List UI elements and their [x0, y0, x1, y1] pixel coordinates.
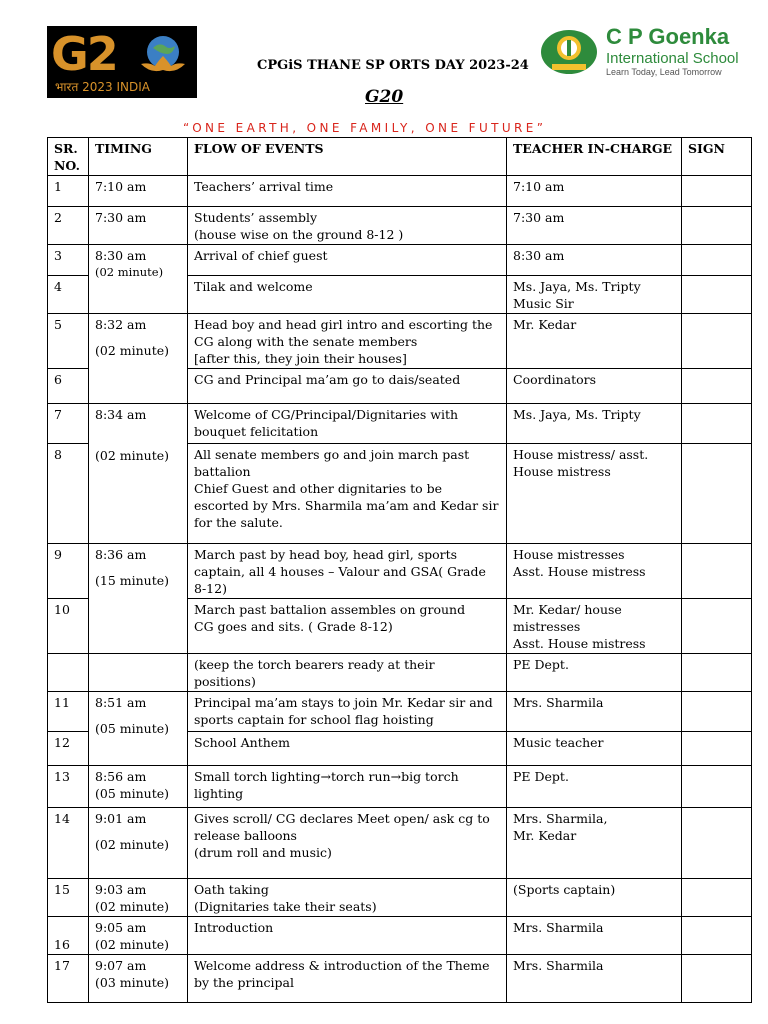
g20-logo-mark: G2 [51, 27, 117, 81]
sr-cell: 16 [48, 917, 89, 955]
teacher-cell: Ms. Jaya, Ms. Tripty Music Sir [507, 276, 682, 314]
time-cell [89, 766, 188, 808]
sr-cell: 3 [48, 245, 89, 276]
teacher-cell: Mrs. Sharmila [507, 692, 682, 732]
event-cell: Welcome of CG/Principal/Dignitaries with bouquet felicitation [188, 404, 507, 444]
duration-value: (15 minute) [95, 573, 170, 588]
time-cell [89, 314, 188, 404]
school-emblem-icon [538, 28, 600, 76]
teacher-cell: Mrs. Sharmila [507, 955, 682, 1003]
sr-cell: 6 [48, 369, 89, 404]
table-row [48, 955, 752, 1003]
event-cell: Head boy and head girl intro and escorting the CG along with the senate members [after this, they join their houses] [188, 314, 507, 369]
sr-cell: 1 [48, 176, 89, 207]
event-cell: All senate members go and join march past battalion Chief Guest and other dignitaries to be escorted by Mrs. Sharmila ma’am and Kedar sir for the salute. [188, 444, 507, 544]
sr-cell: 2 [48, 207, 89, 245]
sign-cell[interactable] [682, 692, 752, 732]
time-value: 8:34 am [95, 407, 147, 422]
table-row [48, 544, 752, 599]
header-sign: SIGN [682, 138, 752, 176]
time-cell [89, 808, 188, 879]
sr-cell [48, 654, 89, 692]
table-row [48, 766, 752, 808]
document-subtitle: G20 [365, 87, 404, 107]
time-cell: 7:30 am [89, 207, 188, 245]
sign-cell[interactable] [682, 369, 752, 404]
time-value: 8:56 am [95, 769, 147, 784]
sr-cell: 4 [48, 276, 89, 314]
duration-value: (02 minute) [95, 265, 164, 279]
table-row [48, 654, 752, 692]
sr-cell: 8 [48, 444, 89, 544]
g20-logo-subtitle: भारत 2023 INDIA [55, 80, 150, 94]
event-cell: Gives scroll/ CG declares Meet open/ ask cg to release balloons (drum roll and music) [188, 808, 507, 879]
event-cell: Students’ assembly (house wise on the ground 8-12 ) [188, 207, 507, 245]
time-cell: 7:10 am [89, 176, 188, 207]
event-cell: CG and Principal ma’am go to dais/seated [188, 369, 507, 404]
event-cell: Teachers’ arrival time [188, 176, 507, 207]
table-row [48, 245, 752, 276]
time-value: 9:01 am [95, 811, 147, 826]
duration-value: (05 minute) [95, 721, 170, 736]
duration-value: (02 minute) [95, 937, 170, 952]
time-value: 9:07 am [95, 958, 147, 973]
event-cell: March past by head boy, head girl, sports captain, all 4 houses – Valour and GSA( Grade 8-12) [188, 544, 507, 599]
sign-cell[interactable] [682, 808, 752, 879]
duration-value: (02 minute) [95, 899, 170, 914]
table-row [48, 879, 752, 917]
event-cell: Oath taking (Dignitaries take their seats) [188, 879, 507, 917]
sign-cell[interactable] [682, 404, 752, 444]
sr-cell: 13 [48, 766, 89, 808]
header-sr-no: SR. NO. [48, 138, 89, 176]
time-cell [89, 879, 188, 917]
time-value: 8:36 am [95, 547, 147, 562]
teacher-cell: Coordinators [507, 369, 682, 404]
teacher-cell: 8:30 am [507, 245, 682, 276]
sign-cell[interactable] [682, 314, 752, 369]
school-tagline: Learn Today, Lead Tomorrow [606, 67, 722, 77]
header-flow-of-events: FLOW OF EVENTS [188, 138, 507, 176]
sign-cell[interactable] [682, 207, 752, 245]
sign-cell[interactable] [682, 599, 752, 654]
teacher-cell: House mistress/ asst. House mistress [507, 444, 682, 544]
table-row [48, 917, 752, 955]
table-row [48, 692, 752, 732]
teacher-cell: Ms. Jaya, Ms. Tripty [507, 404, 682, 444]
sign-cell[interactable] [682, 176, 752, 207]
time-cell [89, 404, 188, 544]
sign-cell[interactable] [682, 955, 752, 1003]
sign-cell[interactable] [682, 276, 752, 314]
sign-cell[interactable] [682, 879, 752, 917]
time-cell [89, 917, 188, 955]
event-cell: Small torch lighting→torch run→big torch lighting [188, 766, 507, 808]
time-value: 8:32 am [95, 317, 147, 332]
document-title: CPGiS THANE SP ORTS DAY 2023-24 [257, 58, 529, 73]
time-value: 8:30 am [95, 248, 147, 263]
teacher-cell: Mrs. Sharmila [507, 917, 682, 955]
sr-cell: 7 [48, 404, 89, 444]
duration-value: (05 minute) [95, 786, 170, 801]
table-row [48, 314, 752, 369]
teacher-cell: PE Dept. [507, 654, 682, 692]
header-teacher-in-charge: TEACHER IN-CHARGE [507, 138, 682, 176]
table-row [48, 207, 752, 245]
sr-cell: 17 [48, 955, 89, 1003]
sr-cell: 11 [48, 692, 89, 732]
table-header-row [48, 138, 752, 176]
time-cell [89, 692, 188, 766]
teacher-cell: 7:30 am [507, 207, 682, 245]
time-cell [89, 654, 188, 692]
sign-cell[interactable] [682, 444, 752, 544]
header-timing: TIMING [89, 138, 188, 176]
time-cell [89, 955, 188, 1003]
teacher-cell: Mrs. Sharmila, Mr. Kedar [507, 808, 682, 879]
school-name: C P Goenka [606, 24, 730, 49]
sign-cell[interactable] [682, 654, 752, 692]
table-row [48, 176, 752, 207]
sr-cell: 5 [48, 314, 89, 369]
school-type: International School [606, 50, 739, 67]
g20-logo [47, 26, 197, 98]
sign-cell[interactable] [682, 766, 752, 808]
teacher-cell: Mr. Kedar [507, 314, 682, 369]
time-value: 9:05 am [95, 920, 147, 935]
event-cell: Arrival of chief guest [188, 245, 507, 276]
time-cell [89, 544, 188, 654]
teacher-cell: PE Dept. [507, 766, 682, 808]
sign-cell[interactable] [682, 245, 752, 276]
event-cell: Principal ma’am stays to join Mr. Kedar sir and sports captain for school flag hoisting [188, 692, 507, 732]
sign-cell[interactable] [682, 732, 752, 766]
duration-value: (02 minute) [95, 837, 170, 852]
sr-cell: 12 [48, 732, 89, 766]
event-cell: March past battalion assembles on ground CG goes and sits. ( Grade 8-12) [188, 599, 507, 654]
event-cell: Tilak and welcome [188, 276, 507, 314]
sr-cell: 9 [48, 544, 89, 599]
time-value: 9:03 am [95, 882, 147, 897]
sr-cell: 15 [48, 879, 89, 917]
sr-cell: 14 [48, 808, 89, 879]
events-table [47, 137, 752, 1003]
theme-slogan: “ONE EARTH, ONE FAMILY, ONE FUTURE” [183, 121, 547, 135]
event-cell: Welcome address & introduction of the Theme by the principal [188, 955, 507, 1003]
event-cell: Introduction [188, 917, 507, 955]
sign-cell[interactable] [682, 917, 752, 955]
event-cell: (keep the torch bearers ready at their positions) [188, 654, 507, 692]
teacher-cell: House mistresses Asst. House mistress [507, 544, 682, 599]
time-cell [89, 245, 188, 314]
table-row [48, 404, 752, 444]
teacher-cell: Mr. Kedar/ house mistresses Asst. House mistress [507, 599, 682, 654]
duration-value: (02 minute) [95, 448, 170, 463]
table-row [48, 808, 752, 879]
earth-lotus-icon [135, 30, 191, 80]
school-logo [538, 26, 750, 78]
time-value: 8:51 am [95, 695, 147, 710]
sr-cell: 10 [48, 599, 89, 654]
event-cell: School Anthem [188, 732, 507, 766]
teacher-cell: (Sports captain) [507, 879, 682, 917]
sign-cell[interactable] [682, 544, 752, 599]
duration-value: (03 minute) [95, 975, 170, 990]
duration-value: (02 minute) [95, 343, 170, 358]
teacher-cell: Music teacher [507, 732, 682, 766]
teacher-cell: 7:10 am [507, 176, 682, 207]
